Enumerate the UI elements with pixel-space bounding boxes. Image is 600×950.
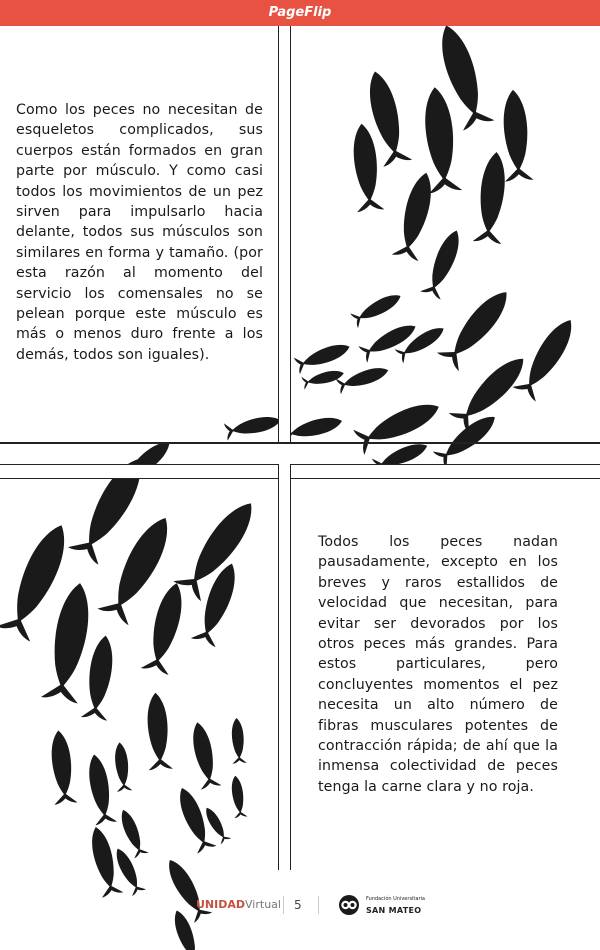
institution-name: SAN MATEO [366,906,422,915]
paragraph-swimming: Todos los peces nadan pausadamente, excepto en los breves y raros estallidos de velocidad que necesitan, para evitar ser devorados por los otros peces más grandes. Para estos particulares, pero concluyentes momentos el pez necesita un alto número de fibras musculares potentes de contracción rápida; de ahí que la inmensa colectividad de peces tenga la carne clara y no roja. [318,534,558,795]
page-number: 5 [294,898,302,912]
page-fold-strip-bottom [278,464,291,870]
app-title: PageFlip [268,5,332,20]
header-bar [0,0,600,26]
footer-divider [318,896,319,914]
footer-divider [283,896,284,914]
book-page [0,26,600,950]
san-mateo-logo-icon [338,894,360,916]
paragraph-muscle: Como los peces no necesitan de esqueletos complicados, sus cuerpos están formados en gran parte por músculo. Y como casi todos los movimientos de un pez sirven para impulsarlo hacia delante, todos sus músculos son similares en forma y tamaño. (por esta razón al momento del servicio los comensales no se pelean porque este músculo es más o menos duro frente a los demás, todos son iguales). [16,102,263,363]
page-fold-strip [0,464,600,479]
unidad-virtual-logo: UNIDADVirtual [196,898,281,911]
page-fold-strip-top [278,26,291,442]
page-fold-line [0,442,600,444]
page-footer [0,896,600,916]
institution-subtitle: Fundación Universitaria [366,896,425,902]
